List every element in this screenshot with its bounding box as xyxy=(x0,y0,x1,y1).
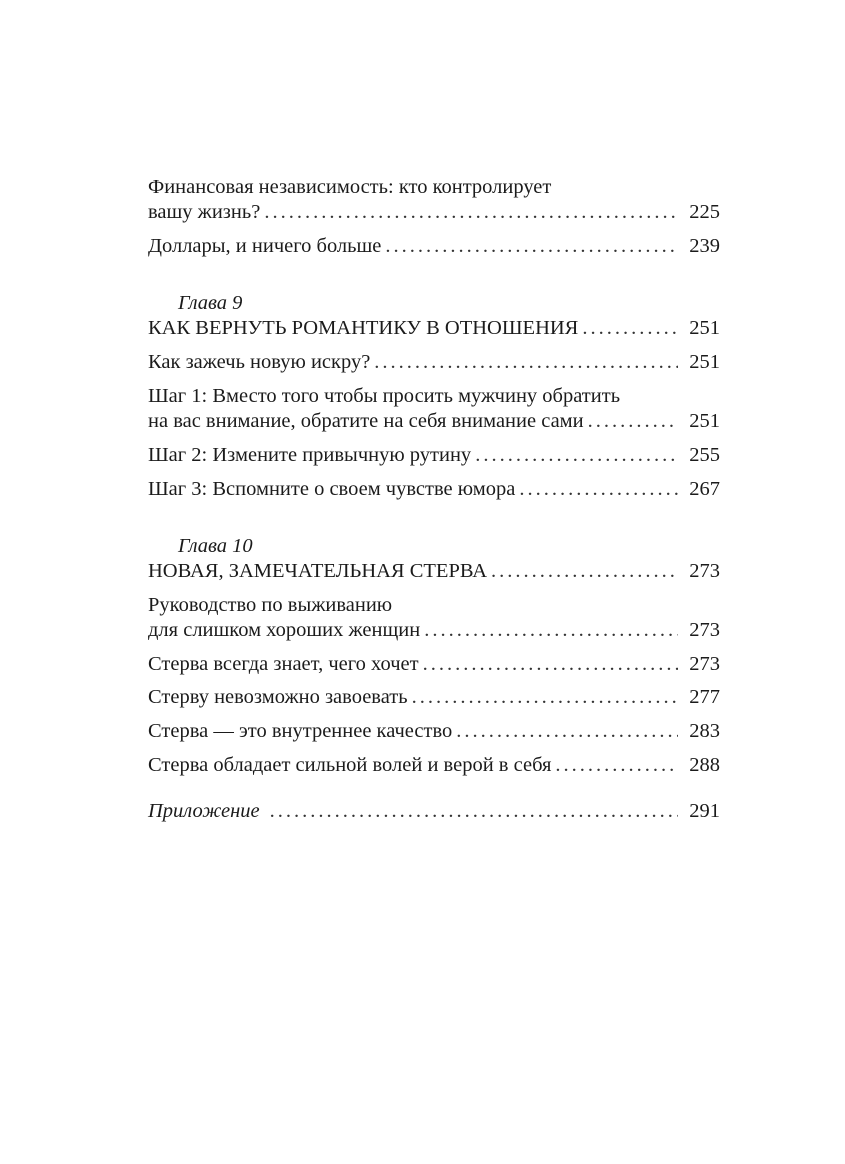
toc-entry-dollars xyxy=(148,231,720,261)
dot-leader xyxy=(588,406,678,436)
dot-leader xyxy=(264,197,678,227)
page-number: 291 xyxy=(689,800,720,822)
dot-leader xyxy=(519,474,678,504)
dot-leader xyxy=(424,615,678,645)
toc-entry xyxy=(148,440,720,470)
chapter-10-label: Глава 10 xyxy=(178,535,253,557)
toc-entry xyxy=(148,406,720,436)
toc-entry-title: на вас внимание, обратите на себя внимание сами xyxy=(148,410,584,432)
toc-entry xyxy=(148,347,720,377)
toc-entry-title: Шаг 1: Вместо того чтобы просить мужчину обратить xyxy=(148,385,621,407)
toc-entry xyxy=(148,474,720,504)
toc-entry xyxy=(148,649,720,679)
dot-leader xyxy=(374,347,678,377)
toc-entry xyxy=(148,682,720,712)
toc-entry-title: Финансовая независимость: кто контролирует xyxy=(148,176,552,198)
page-number: 251 xyxy=(689,410,720,432)
toc-entry-appendix xyxy=(148,796,720,826)
dot-leader xyxy=(582,313,678,343)
toc-entry-title: Стерва обладает сильной волей и верой в себя xyxy=(148,754,552,776)
chapter-9-title xyxy=(148,313,720,343)
page-number: 239 xyxy=(689,235,720,257)
dot-leader xyxy=(385,231,678,261)
toc-entry-title: Стерва всегда знает, чего хочет xyxy=(148,653,419,675)
dot-leader xyxy=(270,796,678,826)
dot-leader xyxy=(491,556,678,586)
page-number: 283 xyxy=(689,720,720,742)
page-number: 273 xyxy=(689,653,720,675)
chapter-9-label: Глава 9 xyxy=(178,292,243,314)
page-number: 273 xyxy=(689,619,720,641)
page-number: 267 xyxy=(689,478,720,500)
toc-entry-title: Стерва — это внутреннее качество xyxy=(148,720,453,742)
page-number: 225 xyxy=(689,201,720,223)
page-number: 273 xyxy=(689,560,720,582)
page-number: 288 xyxy=(689,754,720,776)
toc-entry-title: Руководство по выживанию xyxy=(148,594,393,616)
chapter-10-title xyxy=(148,556,720,586)
chapter-title: НОВАЯ, ЗАМЕЧАТЕЛЬНАЯ СТЕРВА xyxy=(148,560,488,582)
chapter-title: КАК ВЕРНУТЬ РОМАНТИКУ В ОТНОШЕНИЯ xyxy=(148,317,579,339)
toc-entry xyxy=(148,615,720,645)
toc-entry-title: Шаг 2: Измените привычную рутину xyxy=(148,444,472,466)
toc-entry-financial xyxy=(148,197,720,227)
toc-entry-title: Приложение xyxy=(148,800,260,822)
toc-entry-title: вашу жизнь? xyxy=(148,201,261,223)
dot-leader xyxy=(475,440,678,470)
dot-leader xyxy=(555,750,678,780)
toc-entry-title: Шаг 3: Вспомните о своем чувстве юмора xyxy=(148,478,516,500)
page-number: 251 xyxy=(689,317,720,339)
page-number: 277 xyxy=(689,686,720,708)
dot-leader xyxy=(456,716,678,746)
toc-entry-title: для слишком хороших женщин xyxy=(148,619,421,641)
toc-entry-title: Доллары, и ничего больше xyxy=(148,235,382,257)
dot-leader xyxy=(423,649,678,679)
page-number: 251 xyxy=(689,351,720,373)
page-number: 255 xyxy=(689,444,720,466)
toc-entry xyxy=(148,716,720,746)
dot-leader xyxy=(412,682,678,712)
toc-entry-title: Стерву невозможно завоевать xyxy=(148,686,408,708)
toc-entry xyxy=(148,750,720,780)
toc-entry-title: Как зажечь новую искру? xyxy=(148,351,371,373)
